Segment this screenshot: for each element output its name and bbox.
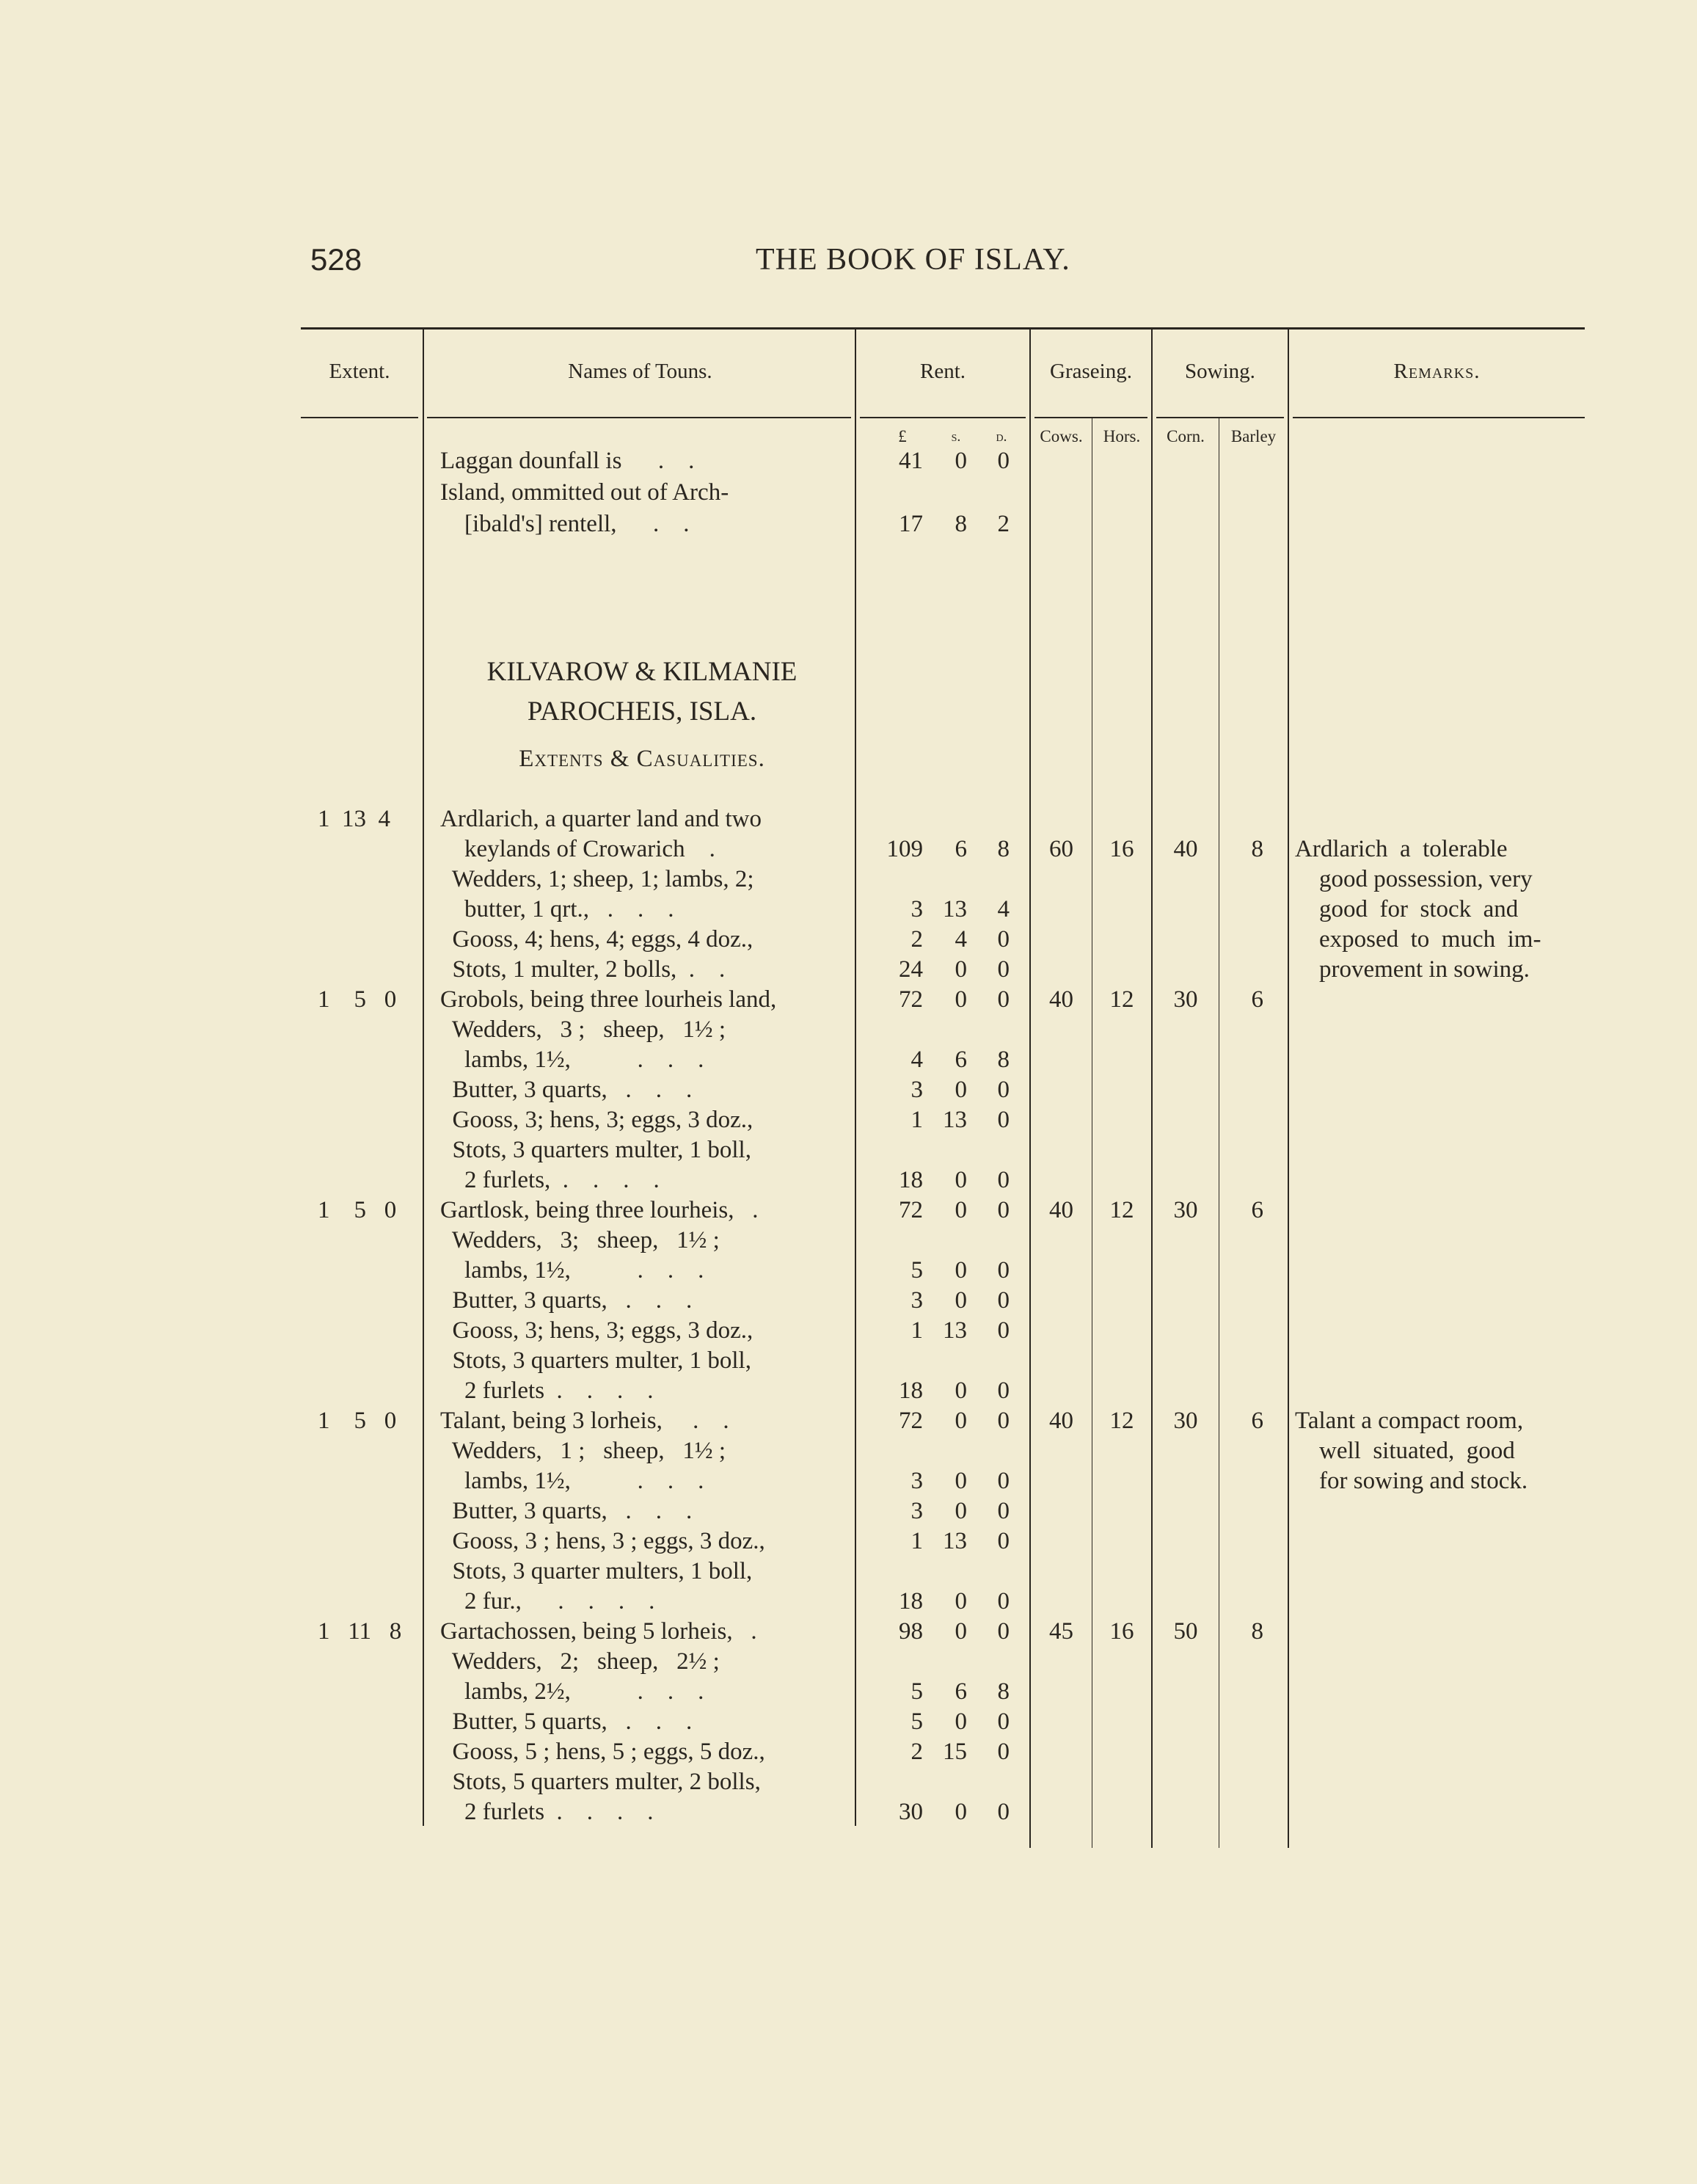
rent-pounds: 3 [910, 1287, 923, 1314]
toun-name-cell: lambs, 1½, . . . [440, 1257, 704, 1284]
toun-name-cell: Butter, 3 quarts, . . . [440, 1287, 693, 1314]
subheader-pound: £ [898, 427, 907, 445]
toun-name-cell: 2 furlets . . . . [440, 1799, 654, 1825]
header-rent: Rent. [919, 360, 966, 383]
rent-shillings: 0 [955, 1799, 967, 1825]
toun-name-cell: lambs, 2½, . . . [440, 1678, 704, 1705]
extent-cell: 1 5 0 [318, 986, 397, 1013]
toun-name-cell: lambs, 1½, . . . [440, 1468, 704, 1494]
rent-pence: 0 [997, 1077, 1010, 1103]
extent-cell: 1 5 0 [318, 1408, 397, 1434]
hors-cell: 12 [1109, 1197, 1134, 1223]
rent-pence: 8 [997, 836, 1010, 862]
rent-pence: 4 [997, 896, 1010, 922]
corn-cell: 40 [1173, 836, 1198, 862]
rent-pence: 0 [997, 1107, 1010, 1133]
rent-pence: 0 [997, 1377, 1010, 1404]
rent-pence: 8 [997, 1678, 1010, 1705]
toun-name-cell: Grobols, being three lourheis land, [440, 986, 777, 1013]
rent-pounds: 72 [899, 1197, 923, 1223]
barley-cell: 6 [1251, 1197, 1263, 1223]
extent-cell: 1 11 8 [318, 1618, 402, 1645]
toun-name-cell: Stots, 3 quarters multer, 1 boll, [440, 1137, 751, 1163]
rent-shillings: 6 [955, 836, 967, 862]
rent-shillings: 0 [955, 956, 967, 983]
rent-shillings: 0 [955, 1618, 967, 1645]
corn-cell: 30 [1173, 1408, 1198, 1434]
toun-name-cell: Gooss, 3; hens, 3; eggs, 3 doz., [440, 1107, 753, 1133]
rent-pence: 0 [997, 1739, 1010, 1765]
rent-shillings: 0 [955, 1708, 967, 1735]
hors-cell: 12 [1109, 986, 1134, 1013]
rent-shillings: 13 [943, 896, 967, 922]
corn-cell: 30 [1173, 1197, 1198, 1223]
barley-cell: 6 [1251, 986, 1263, 1013]
rent-shillings: 0 [955, 1077, 967, 1103]
rent-pounds: 1 [910, 1107, 923, 1133]
rent-pence: 0 [997, 956, 1010, 983]
rent-shillings: 0 [955, 1167, 967, 1193]
toun-name-cell: 2 fur., . . . . [440, 1588, 655, 1615]
rent-shillings: 0 [955, 1588, 967, 1615]
toun-name-cell: Butter, 3 quarts, . . . [440, 1077, 693, 1103]
rent-pence: 0 [997, 1708, 1010, 1735]
header-names: Names of Touns. [568, 360, 712, 383]
subheader-shilling: s. [951, 429, 961, 445]
rent-pounds: 3 [910, 1077, 923, 1103]
header-extent: Extent. [329, 360, 390, 383]
rent-pounds: 98 [899, 1618, 923, 1645]
header-bottom-rule [427, 417, 851, 418]
toun-name-cell: Gooss, 5 ; hens, 5 ; eggs, 5 doz., [440, 1739, 765, 1765]
rent-pounds: 24 [899, 956, 923, 983]
header-bottom-rule [1293, 417, 1585, 418]
hors-cell: 16 [1109, 836, 1134, 862]
rent-shillings: 13 [943, 1317, 967, 1344]
rent-pence: 0 [997, 1588, 1010, 1615]
hors-cell: 12 [1109, 1408, 1134, 1434]
rent-pence: 0 [997, 1528, 1010, 1554]
header-bottom-rule [860, 417, 1026, 418]
barley-cell: 8 [1251, 836, 1263, 862]
toun-name-cell: Gartlosk, being three lourheis, . [440, 1197, 759, 1223]
rent-pence: 0 [997, 1257, 1010, 1284]
header-bottom-rule [301, 417, 418, 418]
rent-pence: 0 [997, 1618, 1010, 1645]
remark-line: good for stock and [1295, 896, 1519, 922]
rent-pounds: 18 [899, 1588, 923, 1615]
extent-cell: 1 13 4 [318, 806, 390, 832]
column-rule [1288, 329, 1289, 1848]
rent-pounds: 3 [910, 1468, 923, 1494]
section-subtitle: Extents & Casualities. [519, 746, 765, 772]
rent-pence: 0 [997, 1498, 1010, 1524]
toun-name-cell: butter, 1 qrt., . . . [440, 896, 674, 922]
running-head: THE BOOK OF ISLAY. [756, 243, 1070, 277]
header-sowing: Sowing. [1185, 360, 1255, 383]
cows-cell: 60 [1049, 836, 1073, 862]
rent-pence: 0 [997, 1799, 1010, 1825]
page-number: 528 [310, 242, 362, 277]
cows-cell: 45 [1049, 1618, 1073, 1645]
rent-pounds: 3 [910, 896, 923, 922]
rent-pounds: 109 [886, 836, 923, 862]
rent-pounds: 5 [910, 1257, 923, 1284]
rent-pounds: 1 [910, 1317, 923, 1344]
toun-name-cell: Island, ommitted out of Arch- [440, 479, 729, 506]
remark-line: exposed to much im- [1295, 926, 1541, 953]
toun-name-cell: Gartachossen, being 5 lorheis, . [440, 1618, 757, 1645]
toun-name-cell: Wedders, 3 ; sheep, 1½ ; [440, 1016, 726, 1043]
rent-shillings: 0 [955, 1468, 967, 1494]
toun-name-cell: Gooss, 4; hens, 4; eggs, 4 doz., [440, 926, 753, 953]
toun-name-cell: Laggan dounfall is . . [440, 448, 695, 474]
corn-cell: 30 [1173, 986, 1198, 1013]
rent-pounds: 2 [910, 1739, 923, 1765]
remark-line: provement in sowing. [1295, 956, 1530, 983]
rent-pounds: 41 [899, 448, 923, 474]
column-rule [855, 329, 856, 1826]
toun-name-cell: Stots, 3 quarter multers, 1 boll, [440, 1558, 753, 1584]
corn-cell: 50 [1173, 1618, 1198, 1645]
rent-pence: 0 [997, 1408, 1010, 1434]
cows-cell: 40 [1049, 1197, 1073, 1223]
section-title-line1: KILVAROW & KILMANIE [486, 657, 798, 687]
rent-pounds: 30 [899, 1799, 923, 1825]
rent-pence: 2 [997, 511, 1010, 537]
toun-name-cell: Wedders, 2; sheep, 2½ ; [440, 1648, 720, 1675]
rent-shillings: 0 [955, 1197, 967, 1223]
rent-shillings: 6 [955, 1046, 967, 1073]
rent-pounds: 1 [910, 1528, 923, 1554]
extent-cell: 1 5 0 [318, 1197, 397, 1223]
toun-name-cell: Ardlarich, a quarter land and two [440, 806, 762, 832]
rent-shillings: 8 [955, 511, 967, 537]
header-remarks: Remarks. [1393, 360, 1481, 383]
toun-name-cell: 2 furlets . . . . [440, 1377, 654, 1404]
rent-pence: 0 [997, 1167, 1010, 1193]
toun-name-cell: Gooss, 3; hens, 3; eggs, 3 doz., [440, 1317, 753, 1344]
toun-name-cell: [ibald's] rentell, . . [440, 511, 690, 537]
subheader-cows: Cows. [1040, 427, 1083, 445]
header-graseing: Graseing. [1050, 360, 1132, 383]
toun-name-cell: Stots, 5 quarters multer, 2 bolls, [440, 1769, 761, 1795]
rent-shillings: 0 [955, 1408, 967, 1434]
rent-pence: 0 [997, 448, 1010, 474]
rent-pounds: 18 [899, 1167, 923, 1193]
remark-line: Ardlarich a tolerable [1295, 836, 1508, 862]
rent-shillings: 13 [943, 1107, 967, 1133]
toun-name-cell: Stots, 3 quarters multer, 1 boll, [440, 1347, 751, 1374]
rent-pounds: 5 [910, 1708, 923, 1735]
toun-name-cell: Gooss, 3 ; hens, 3 ; eggs, 3 doz., [440, 1528, 765, 1554]
toun-name-cell: keylands of Crowarich . [440, 836, 715, 862]
subheader-penny: d. [996, 429, 1007, 445]
rent-shillings: 15 [943, 1739, 967, 1765]
rent-shillings: 0 [955, 1287, 967, 1314]
rent-pounds: 2 [910, 926, 923, 953]
toun-name-cell: Butter, 3 quarts, . . . [440, 1498, 693, 1524]
subheader-hors: Hors. [1103, 427, 1141, 445]
cows-cell: 40 [1049, 986, 1073, 1013]
header-bottom-rule [1156, 417, 1284, 418]
rent-shillings: 0 [955, 448, 967, 474]
rent-pounds: 17 [899, 511, 923, 537]
toun-name-cell: lambs, 1½, . . . [440, 1046, 704, 1073]
rent-pounds: 72 [899, 986, 923, 1013]
rent-pounds: 4 [910, 1046, 923, 1073]
rent-pence: 0 [997, 1197, 1010, 1223]
rent-pence: 0 [997, 1287, 1010, 1314]
rent-shillings: 4 [955, 926, 967, 953]
toun-name-cell: Wedders, 1; sheep, 1; lambs, 2; [440, 866, 754, 892]
toun-name-cell: Wedders, 1 ; sheep, 1½ ; [440, 1438, 726, 1464]
remark-line: Talant a compact room, [1295, 1408, 1524, 1434]
toun-name-cell: Stots, 1 multer, 2 bolls, . . [440, 956, 726, 983]
barley-cell: 8 [1251, 1618, 1263, 1645]
rent-shillings: 0 [955, 1257, 967, 1284]
subheader-corn: Corn. [1167, 427, 1205, 445]
subheader-barley: Barley [1230, 427, 1277, 445]
rent-shillings: 6 [955, 1678, 967, 1705]
rent-pence: 0 [997, 1317, 1010, 1344]
section-title-line2: PAROCHEIS, ISLA. [527, 696, 757, 727]
remark-line: for sowing and stock. [1295, 1468, 1528, 1494]
header-bottom-rule [1034, 417, 1147, 418]
toun-name-cell: 2 furlets, . . . . [440, 1167, 660, 1193]
rent-pounds: 72 [899, 1408, 923, 1434]
rent-shillings: 0 [955, 1377, 967, 1404]
barley-cell: 6 [1251, 1408, 1263, 1434]
rent-shillings: 13 [943, 1528, 967, 1554]
toun-name-cell: Butter, 5 quarts, . . . [440, 1708, 693, 1735]
rent-pounds: 5 [910, 1678, 923, 1705]
hors-cell: 16 [1109, 1618, 1134, 1645]
table-top-rule [301, 327, 1585, 330]
rent-pounds: 3 [910, 1498, 923, 1524]
column-rule [423, 329, 424, 1826]
remark-line: well situated, good [1295, 1438, 1515, 1464]
rent-pence: 0 [997, 1468, 1010, 1494]
rent-pence: 0 [997, 986, 1010, 1013]
rent-shillings: 0 [955, 1498, 967, 1524]
remark-line: good possession, very [1295, 866, 1533, 892]
rent-pence: 8 [997, 1046, 1010, 1073]
rent-shillings: 0 [955, 986, 967, 1013]
toun-name-cell: Talant, being 3 lorheis, . . [440, 1408, 729, 1434]
toun-name-cell: Wedders, 3; sheep, 1½ ; [440, 1227, 720, 1253]
cows-cell: 40 [1049, 1408, 1073, 1434]
rent-pence: 0 [997, 926, 1010, 953]
rent-pounds: 18 [899, 1377, 923, 1404]
